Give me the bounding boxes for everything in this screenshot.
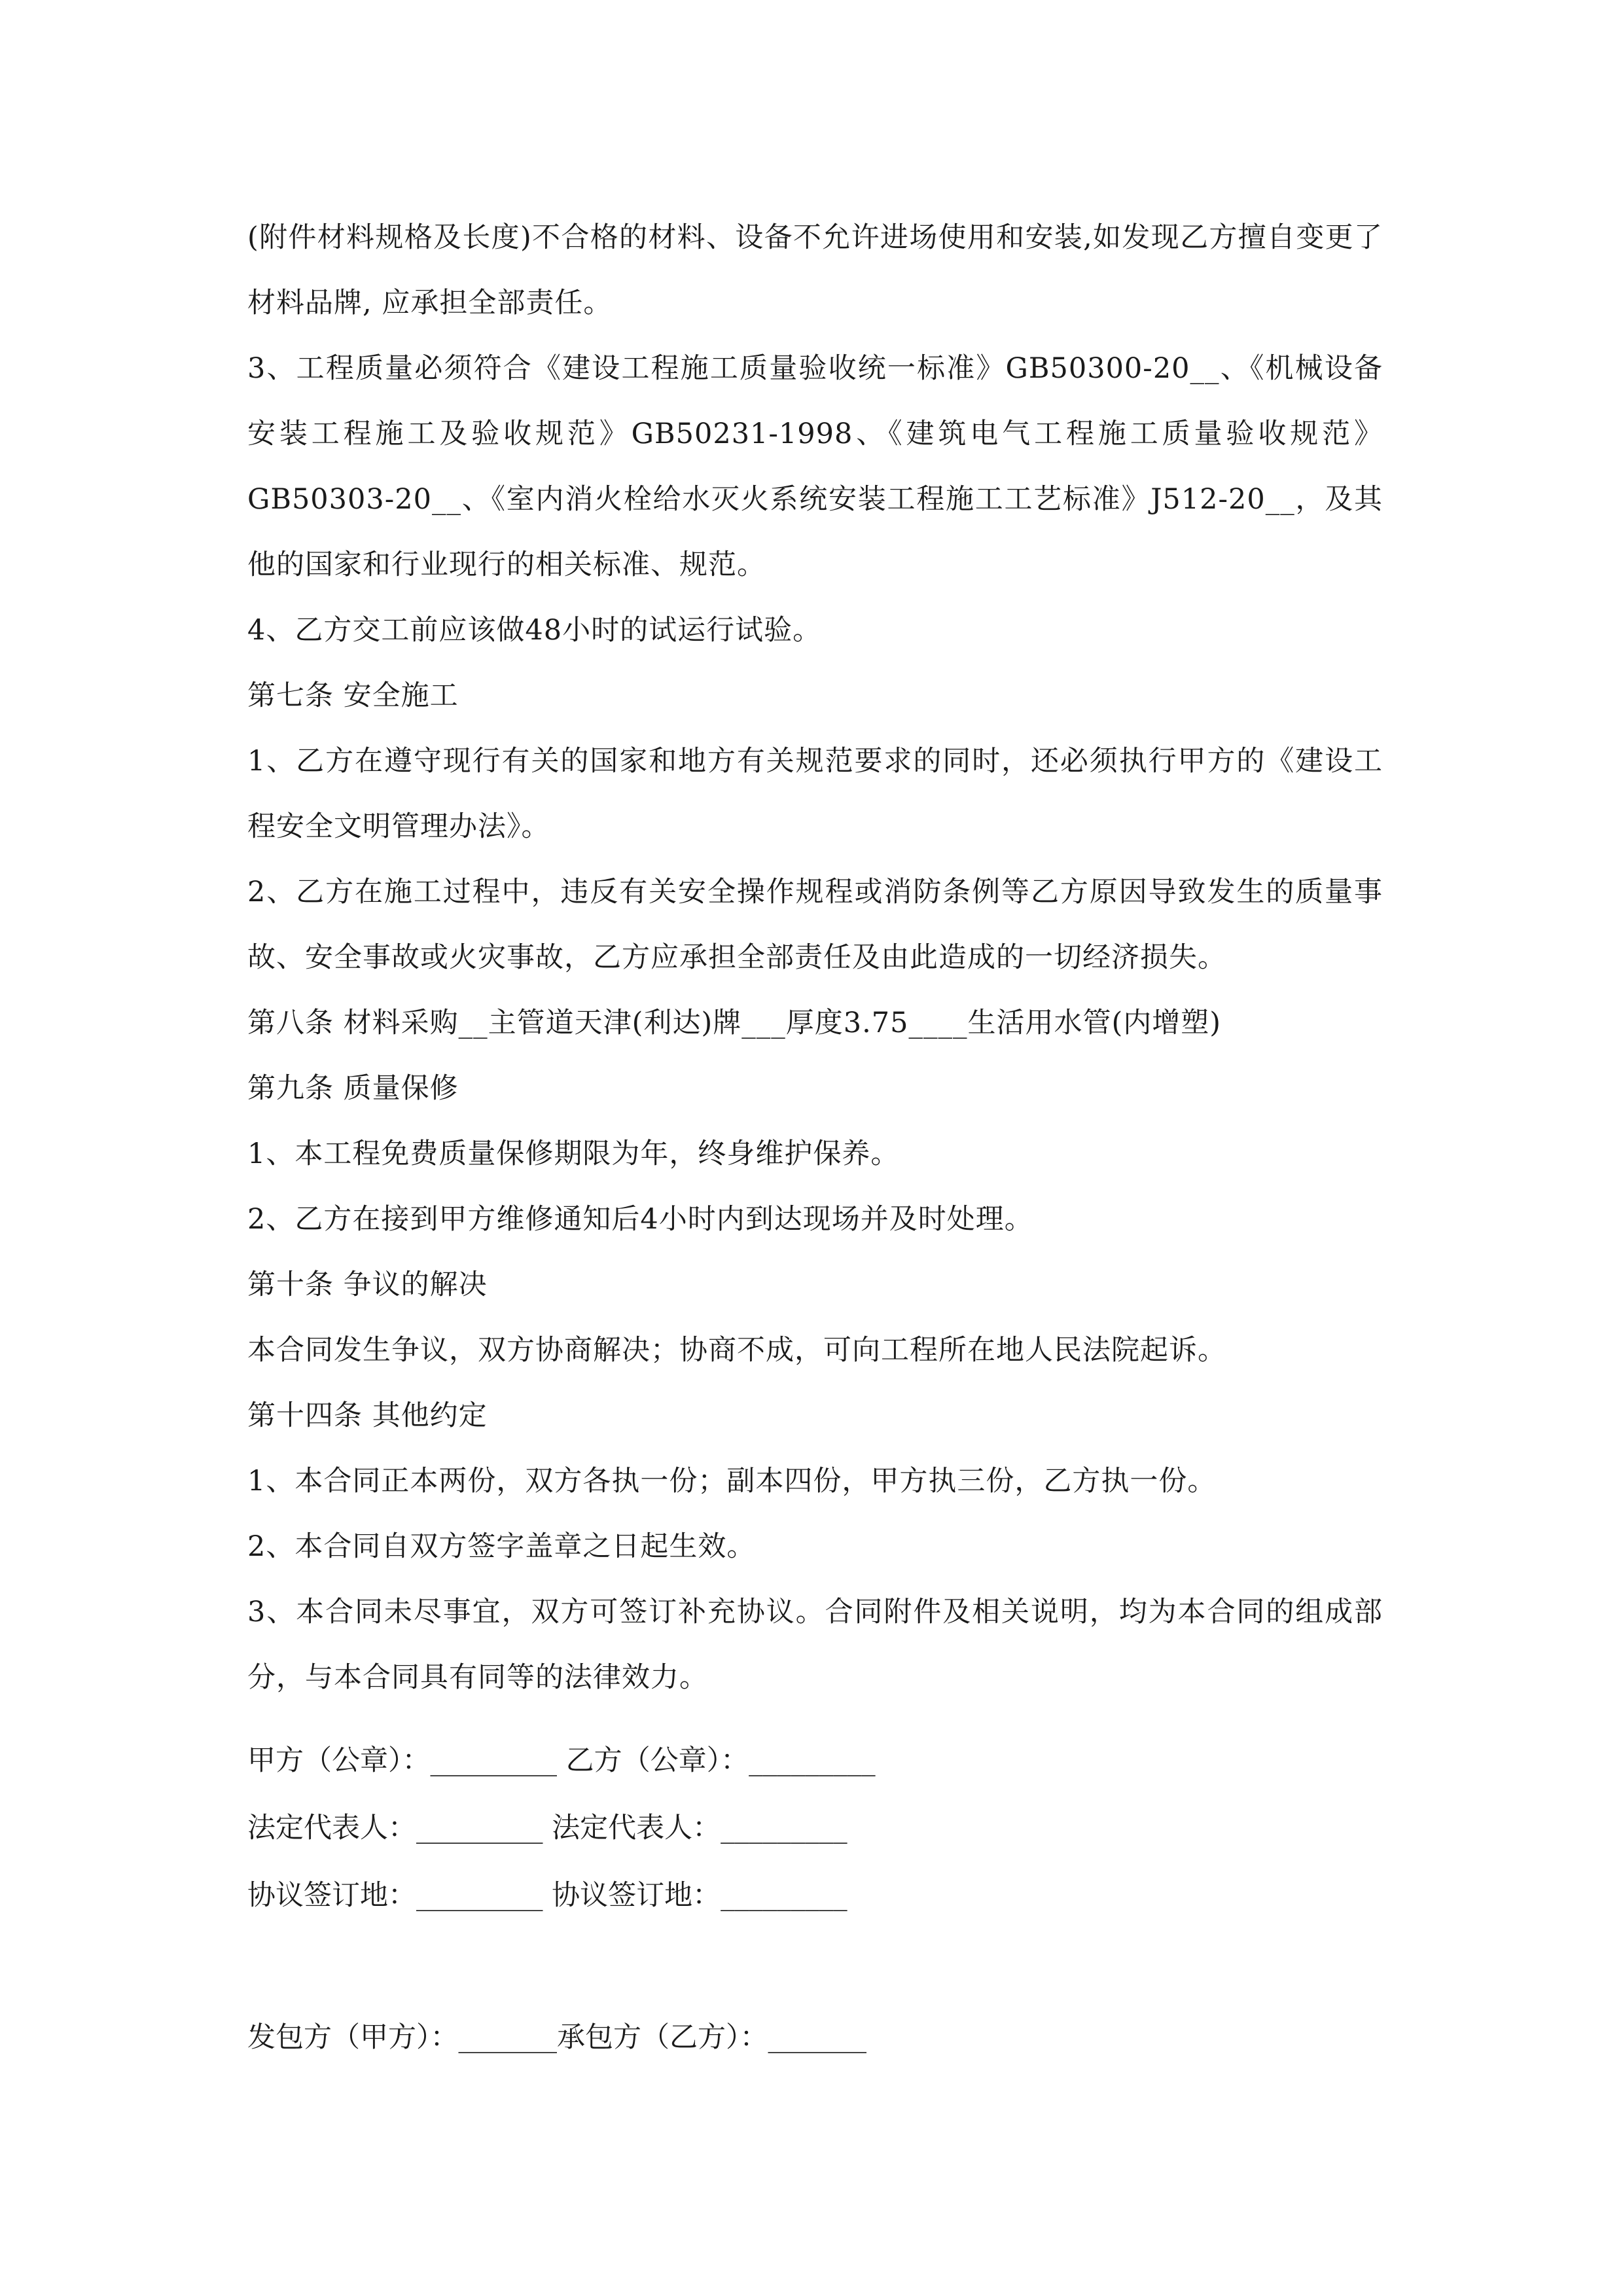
heading-article-9: 第九条 质量保修 [247,1072,459,1105]
paragraph-quality-standards: 3、工程质量必须符合《建设工程施工质量验收统一标准》GB50300-20__、《机械设备安装工程施工及验收规范》GB50231-1998、《建筑电气工程施工质量验收规范》GB50303-20__、《室内消火栓给水灭火系统安装工程施工工艺标准》J512-20__，及其他的国家和行业现行的相关标准、规范。 [247,352,1383,581]
signature-line-parties: 发包方（甲方）：_______承包方（乙方）：_______ [247,2021,866,2054]
paragraph-warranty-2: 2、乙方在接到甲方维修通知后4小时内到达现场并及时处理。 [247,1203,1033,1236]
paragraph-other-3: 3、本合同未尽事宜，双方可签订补充协议。合同附件及相关说明，均为本合同的组成部分，与本合同具有同等的法律效力。 [247,1596,1383,1694]
signature-legal-reps [247,1808,1383,1848]
contract-body [247,205,1383,1710]
paragraph-safety-1: 1、乙方在遵守现行有关的国家和地方有关规范要求的同时，还必须执行甲方的《建设工程安全文明管理办法》。 [247,745,1383,843]
heading-article-10: 第十条 争议的解决 [247,1268,488,1301]
signature-line-legal-rep: 法定代表人：_________ 法定代表人：_________ [247,1812,847,1844]
signature-party-seals [247,1741,1383,1780]
paragraph-dispute: 本合同发生争议，双方协商解决；协商不成，可向工程所在地人民法院起诉。 [247,1334,1226,1367]
signature-line-place: 协议签订地：_________ 协议签订地：_________ [247,1879,847,1912]
signature-contracting-parties [247,2018,1383,2057]
paragraph-safety-2: 2、乙方在施工过程中，违反有关安全操作规程或消防条例等乙方原因导致发生的质量事故、安全事故或火灾事故，乙方应承担全部责任及由此造成的一切经济损失。 [247,876,1383,974]
heading-article-7: 第七条 安全施工 [247,679,459,712]
paragraph-trial-run: 4、乙方交工前应该做48小时的试运行试验。 [247,614,822,647]
paragraph-other-2: 2、本合同自双方签字盖章之日起生效。 [247,1530,756,1563]
heading-article-8: 第八条 材料采购__主管道天津(利达)牌___厚度3.75____生活用水管(内增塑) [247,1007,1222,1039]
signature-signing-place [247,1876,1383,1915]
signature-line-seals: 甲方（公章）：_________ 乙方（公章）：_________ [247,1744,876,1777]
paragraph-warranty-1: 1、本工程免费质量保修期限为年，终身维护保养。 [247,1138,900,1170]
paragraph-other-1: 1、本合同正本两份，双方各执一份；副本四份，甲方执三份，乙方执一份。 [247,1465,1217,1498]
heading-article-14: 第十四条 其他约定 [247,1399,488,1432]
paragraph-materials: (附件材料规格及长度)不合格的材料、设备不允许进场使用和安装,如发现乙方擅自变更了材料品牌, 应承担全部责任。 [247,221,1383,319]
